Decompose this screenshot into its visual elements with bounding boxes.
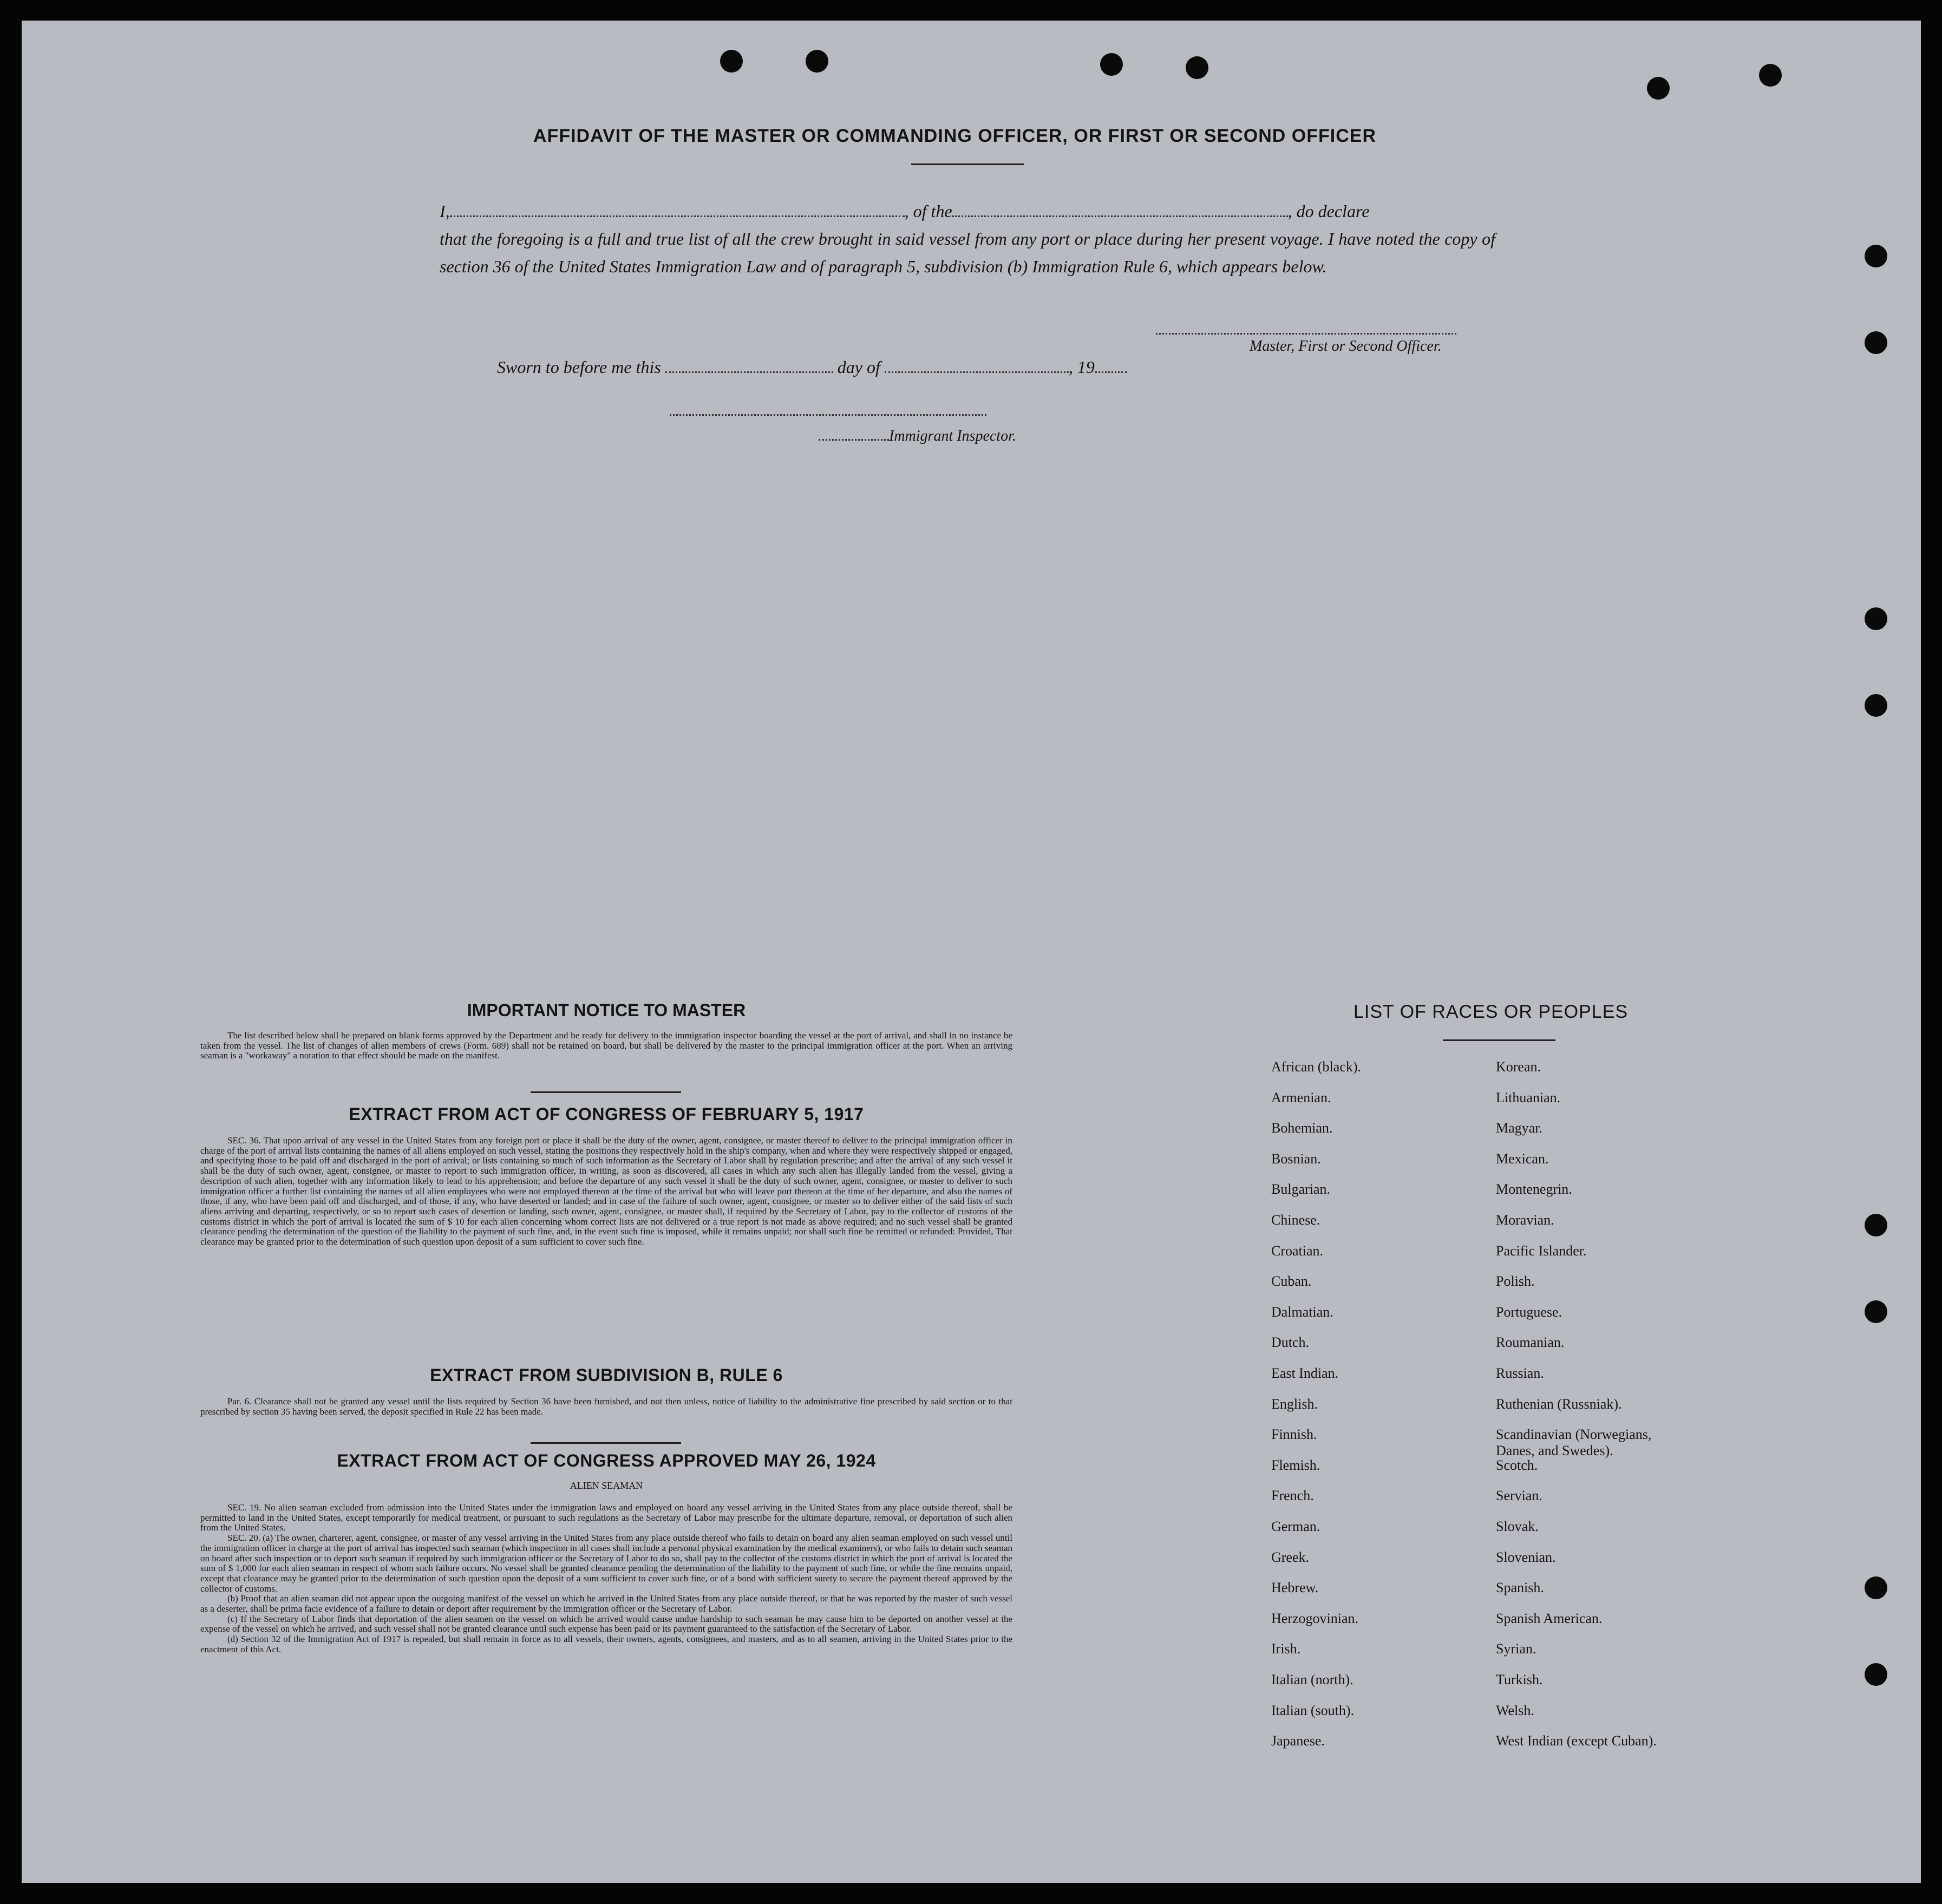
- race-item: German.: [1271, 1519, 1320, 1534]
- sworn-label: Sworn to before me this: [497, 357, 661, 377]
- punch-hole: [1865, 245, 1887, 267]
- race-item: Mexican.: [1496, 1150, 1549, 1167]
- affidavit-declaration: [440, 198, 1495, 280]
- sec-19-text: SEC. 19. No alien seaman excluded from admission into the United States under the immigration laws and employed on board any vessel arriving in the United States from any place outside thereof, shall be permitted to land in the United States, except temporarily for medical treatment, or pursuant to such regulations as the Secretary of Labor may prescribe for the ultimate departure, removal, or deportation of such alien from the United States.: [200, 1502, 1012, 1533]
- race-item: Pacific Islander.: [1496, 1242, 1587, 1259]
- race-item: Korean.: [1496, 1059, 1541, 1075]
- divider: [531, 1442, 681, 1444]
- race-item: West Indian (except Cuban).: [1496, 1733, 1657, 1749]
- race-item: Japanese.: [1271, 1733, 1325, 1749]
- inspector-line: [819, 428, 1016, 445]
- year-label: , 19: [1068, 357, 1095, 377]
- punch-hole: [1759, 64, 1782, 87]
- extract-1917-text: SEC. 36. That upon arrival of any vessel in the United States from any foreign port or place it shall be the duty of the owner, agent, consignee, or master thereof to deliver to the principal immigration officer in charge of the port of arrival lists containing the names of all aliens employed on such vessel, stating the positions they respectively hold in the ship's company, when and where they were respectively shipped or engaged, and specifying those to be paid off and discharged in the port of arrival; or lists containing so much of such information as the Secretary of Labor shall by regulation prescribe; and after the arrival of any such vessel it shall be the duty of such owner, agent, consignee, or master to report to such immigration officer, in writing, as soon as discovered, all cases in which any such alien has illegally landed from the vessel, giving a description of such alien, together with any information likely to lead to his apprehension; and before the departure of any such vessel it shall be the duty of such owner, agent, consignee, or master to deliver to such immigration officer a further list containing the names of all alien employees who were not employed thereon at the time of the arrival but who will leave port thereon at the time of her departure, and also the names of those, if any, who have been paid off and discharged, and of those, if any, who have deserted or landed; and in case of the failure of such owner, agent, consignee, or master so to deliver either of the said lists of such aliens arriving and departing, respectively, or so to report such cases of desertion or landing, such owner, agent, consignee, or master shall, if required by the Secretary of Labor, pay to the collector of customs of the customs district in which the port of arrival is located the sum of $ 10 for each alien concerning whom correct lists are not delivered or a true report is not made as above required; and no such vessel shall be granted clearance pending the determination of the question of the liability to the payment of such fine, and, in the event such fine is imposed, while it remains unpaid; nor shall such fine be remitted or refunded: Provided, That clearance may be granted prior to the determination of such question upon deposit of a sum sufficient to cover such fine.: [200, 1135, 1012, 1247]
- extract-1917-title: EXTRACT FROM ACT OF CONGRESS OF FEBRUARY 5, 1917: [349, 1104, 864, 1124]
- punch-hole: [1865, 607, 1887, 630]
- inspector-label: Immigrant Inspector.: [889, 428, 1016, 444]
- race-item: Armenian.: [1271, 1089, 1331, 1105]
- race-item: Slovenian.: [1496, 1549, 1556, 1565]
- divider: [531, 1091, 681, 1093]
- sworn-line: [497, 357, 1127, 377]
- race-item: Roumanian.: [1496, 1334, 1565, 1351]
- notice-text: The list described below shall be prepared on blank forms approved by the Department and be ready for delivery to the immigration inspector boarding the vessel at the port of arrival, and shall in no instance be taken from the vessel. The list of changes of alien members of crews (Form. 689) shall not be retained on board, but shall be delivered by the master to the principal immigration officer at the port. When an arriving seaman is a "workaway" a notation to that effect should be made on the manifest.: [200, 1030, 1012, 1061]
- race-item: Polish.: [1496, 1273, 1535, 1290]
- punch-hole: [1865, 1576, 1887, 1599]
- race-item: Croatian.: [1271, 1242, 1324, 1259]
- punch-hole: [806, 50, 828, 73]
- race-item: Italian (south).: [1271, 1702, 1355, 1718]
- race-item: Bosnian.: [1271, 1150, 1321, 1167]
- day-of-label: day of: [837, 357, 880, 377]
- affidavit-text: that the foregoing is a full and true list of all the crew brought in said vessel from any port or place during her present voyage. I have noted the copy of section 36 of the United States Immigration Law and of paragraph 5, subdivision (b) Immigration Rule 6, which appears below.: [440, 229, 1495, 276]
- race-item: Syrian.: [1496, 1641, 1536, 1657]
- race-item: Scotch.: [1496, 1457, 1538, 1473]
- punch-hole: [1865, 331, 1887, 354]
- alien-seaman-subtitle: ALIEN SEAMAN: [570, 1480, 643, 1491]
- race-item: Dutch.: [1271, 1334, 1310, 1351]
- race-item: African (black).: [1271, 1059, 1362, 1075]
- divider: [911, 163, 1024, 165]
- master-label: Master, First or Second Officer.: [1250, 338, 1442, 355]
- rule-6-text: Par. 6. Clearance shall not be granted any vessel until the lists required by Section 36 have been furnished, and not then unless, notice of liability to the administrative fine prescribed by said section or to that prescribed by section 35 having been served, the deposit specified in Rule 22 has been made.: [200, 1396, 1012, 1417]
- race-item: Turkish.: [1496, 1672, 1543, 1687]
- affidavit-do-declare: , do declare: [1287, 201, 1370, 221]
- race-item: Lithuanian.: [1496, 1089, 1561, 1105]
- race-item: Herzogovinian.: [1271, 1610, 1359, 1626]
- rule-6-title: EXTRACT FROM SUBDIVISION B, RULE 6: [430, 1365, 783, 1385]
- race-item: Ruthenian (Russniak).: [1496, 1396, 1622, 1412]
- punch-hole: [1100, 53, 1123, 76]
- affidavit-i: I,: [440, 201, 450, 221]
- race-item: English.: [1271, 1396, 1318, 1412]
- inspector-prefix-blank: [819, 430, 889, 441]
- notice-title: IMPORTANT NOTICE TO MASTER: [467, 1000, 746, 1020]
- sec-20d-text: (d) Section 32 of the Immigration Act of 1917 is repealed, but shall remain in force as to all vessels, their owners, agents, consignees, and masters, and as to all seamen, arriving in the United States prior to the enactment of this Act.: [200, 1634, 1012, 1654]
- punch-hole: [1865, 1300, 1887, 1323]
- race-item: Greek.: [1271, 1549, 1310, 1565]
- punch-hole: [1865, 1214, 1887, 1236]
- race-item: Cuban.: [1271, 1273, 1312, 1290]
- extract-1924-body: [200, 1503, 1012, 1655]
- punch-hole: [720, 50, 743, 73]
- affidavit-of-the: , of the: [904, 201, 952, 221]
- race-item: Dalmatian.: [1271, 1304, 1333, 1320]
- race-item: Slovak.: [1496, 1519, 1539, 1534]
- extract-1924-title: EXTRACT FROM ACT OF CONGRESS APPROVED MAY 26, 1924: [337, 1451, 876, 1470]
- vessel-blank[interactable]: [952, 204, 1288, 217]
- race-item: Spanish American.: [1496, 1610, 1603, 1626]
- race-item: Portuguese.: [1496, 1304, 1562, 1320]
- race-item: Italian (north).: [1271, 1672, 1353, 1687]
- race-item: Chinese.: [1271, 1212, 1320, 1228]
- race-item: Montenegrin.: [1496, 1181, 1572, 1198]
- race-item: Magyar.: [1496, 1120, 1542, 1136]
- race-item: Servian.: [1496, 1488, 1542, 1504]
- race-item: Scandinavian (Norwegians, Danes, and Swedes).: [1496, 1427, 1652, 1459]
- sworn-year-blank[interactable]: [1095, 359, 1127, 373]
- race-item: East Indian.: [1271, 1365, 1339, 1381]
- sworn-day-blank[interactable]: [665, 359, 833, 373]
- punch-hole: [1865, 1663, 1887, 1686]
- race-item: Bulgarian.: [1271, 1181, 1331, 1198]
- punch-hole: [1186, 56, 1208, 79]
- race-item: Hebrew.: [1271, 1580, 1319, 1596]
- sec-20a-text: SEC. 20. (a) The owner, charterer, agent, consignee, or master of any vessel arriving in the United States from any place outside thereof who fails to detain on board any alien seaman employed on such vessel until the immigration officer in charge at the port of arrival has inspected such seaman (which inspection in all cases shall include a personal physical examination by the medical examiners), or who fails to detain such seaman on board after such inspection or to deport such seaman if required by such immigration officer or the Secretary of Labor to do so, shall pay to the collector of the customs district in which the port of arrival is located the sum of $ 1,000 for each alien seaman in respect of whom such failure occurs. No vessel shall be granted clearance pending the determination of the liability to the payment of such fine, or while the fine remains unpaid, except that clearance may be granted prior to the determination of such question upon the deposit of a sum sufficient to cover such fine, or of a bond with sufficient surety to secure the payment thereof approved by the collector of customs.: [200, 1533, 1012, 1594]
- race-item: Russian.: [1496, 1365, 1544, 1381]
- divider: [1443, 1039, 1555, 1041]
- punch-hole: [1865, 694, 1887, 717]
- sec-20c-text: (c) If the Secretary of Labor finds that deportation of the alien seamen on the vessel on which he arrived would cause undue hardship to such seaman he may cause him to be deported on another vessel at the expense of the vessel on which he arrived, and such vessel shall not be granted clearance until such expense has been paid or its payment guaranteed to the satisfaction of the Secretary of Labor.: [200, 1613, 1012, 1634]
- race-item: Irish.: [1271, 1641, 1301, 1657]
- race-item: Finnish.: [1271, 1427, 1317, 1443]
- sec-20b-text: (b) Proof that an alien seaman did not appear upon the outgoing manifest of the vessel on which he arrived in the United States from any place outside thereof, or that he was reported by the master of such vessel as a deserter, shall be prima facie evidence of a failure to detain or deport after requirement by the immigration officer or the Secretary of Labor.: [200, 1593, 1012, 1614]
- race-item: Spanish.: [1496, 1580, 1544, 1596]
- race-item: Welsh.: [1496, 1702, 1534, 1718]
- races-title: LIST OF RACES OR PEOPLES: [1353, 1002, 1629, 1022]
- race-item: Flemish.: [1271, 1457, 1320, 1473]
- name-blank[interactable]: [450, 204, 905, 217]
- inspector-signature-line[interactable]: [670, 413, 986, 416]
- race-item: Bohemian.: [1271, 1120, 1333, 1136]
- master-signature-line[interactable]: [1156, 332, 1456, 335]
- affidavit-title: AFFIDAVIT OF THE MASTER OR COMMANDING OFFICER, OR FIRST OR SECOND OFFICER: [533, 126, 1376, 146]
- race-item: French.: [1271, 1488, 1314, 1504]
- sworn-month-blank[interactable]: [885, 359, 1069, 373]
- punch-hole: [1647, 77, 1670, 100]
- race-item: Moravian.: [1496, 1212, 1554, 1228]
